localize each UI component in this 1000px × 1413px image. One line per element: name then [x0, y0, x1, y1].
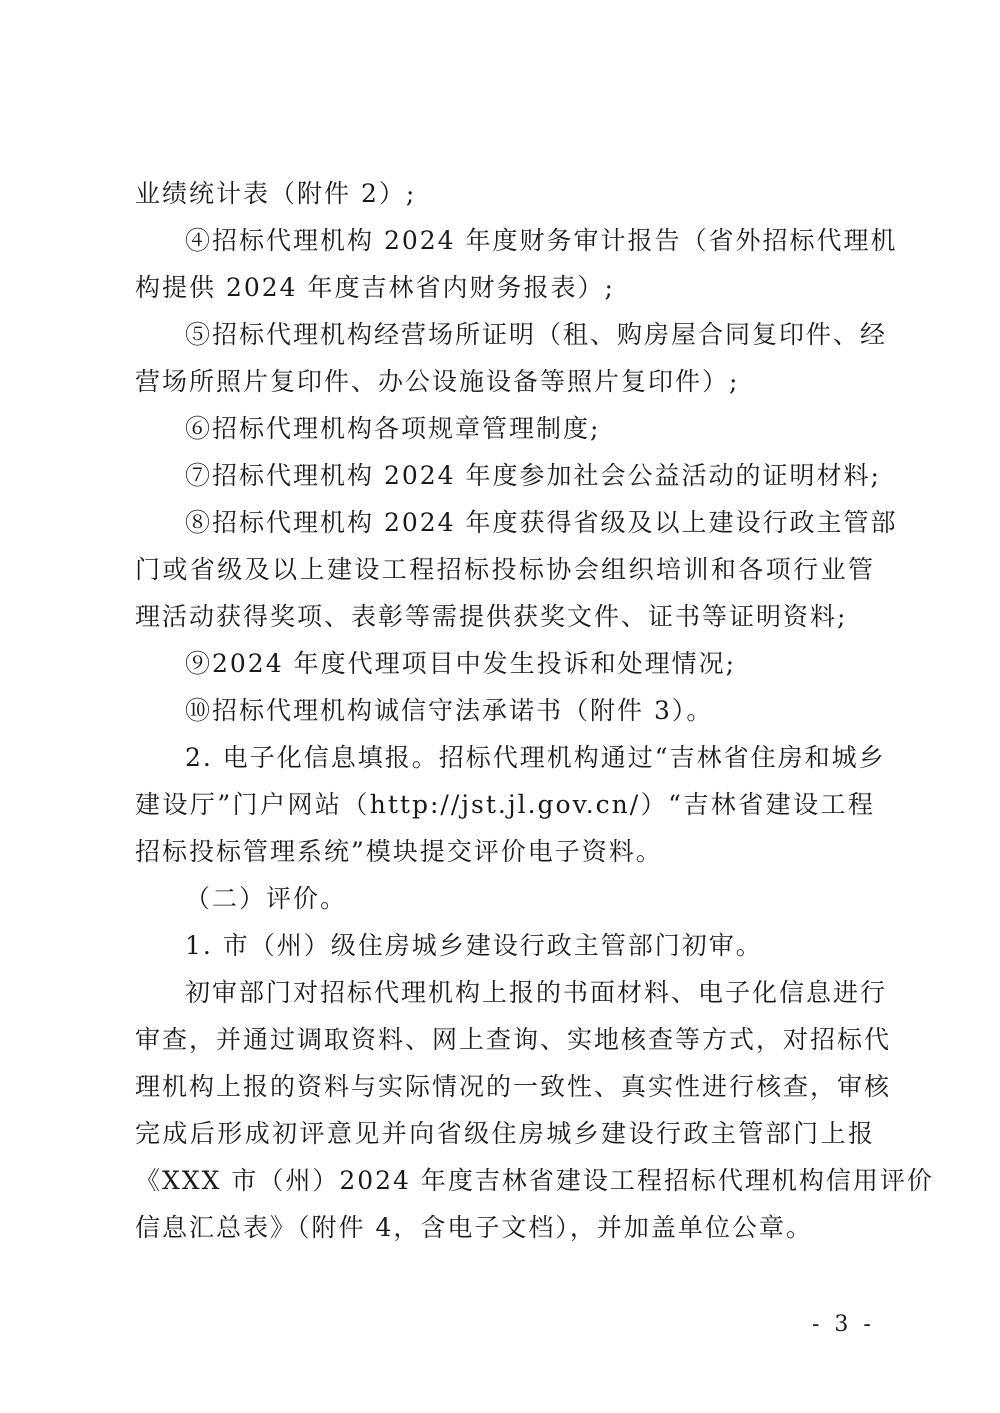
text-line: 2. 电子化信息填报。招标代理机构通过“吉林省住房和城乡	[185, 743, 886, 772]
text-line: ⑥招标代理机构各项规章管理制度;	[185, 414, 601, 443]
text-line: 建设厅”门户网站（http://jst.jl.gov.cn/）“吉林省建设工程	[135, 790, 875, 819]
page-number: - 3 -	[812, 1312, 875, 1337]
text-line: ⑧招标代理机构 2024 年度获得省级及以上建设行政主管部	[185, 508, 898, 537]
text-line: 理活动获得奖项、表彰等需提供获奖文件、证书等证明资料;	[135, 602, 848, 631]
text-line: ⑩招标代理机构诚信守法承诺书（附件 3）。	[185, 696, 714, 725]
text-line: ⑤招标代理机构经营场所证明（租、购房屋合同复印件、经	[185, 320, 888, 349]
text-line: ⑦招标代理机构 2024 年度参加社会公益活动的证明材料;	[185, 461, 881, 490]
text-line: 完成后形成初评意见并向省级住房城乡建设行政主管部门上报	[135, 1119, 875, 1148]
text-line: 信息汇总表》（附件 4，含电子文档），并加盖单位公章。	[135, 1213, 813, 1242]
text-line: 营场所照片复印件、办公设施设备等照片复印件）;	[135, 367, 740, 396]
text-line: 审查，并通过调取资料、网上查询、实地核查等方式，对招标代	[135, 1025, 892, 1054]
text-line: 构提供 2024 年度吉林省内财务报表）;	[135, 273, 615, 302]
text-line: 招标投标管理系统”模块提交评价电子资料。	[135, 837, 663, 866]
text-line: 1. 市（州）级住房城乡建设行政主管部门初审。	[185, 931, 763, 960]
text-line: 《XXX 市（州）2024 年度吉林省建设工程招标代理机构信用评价	[135, 1166, 934, 1195]
text-line: ④招标代理机构 2024 年度财务审计报告（省外招标代理机	[185, 226, 898, 255]
text-line: 门或省级及以上建设工程招标投标协会组织培训和各项行业管	[135, 555, 875, 584]
text-line: 初审部门对招标代理机构上报的书面材料、电子化信息进行	[185, 978, 888, 1007]
document-body	[135, 170, 934, 1251]
text-line: （二）评价。	[185, 884, 348, 913]
text-line: 理机构上报的资料与实际情况的一致性、真实性进行核查，审核	[135, 1072, 892, 1101]
text-line: ⑨2024 年度代理项目中发生投诉和处理情况;	[185, 649, 736, 678]
text-line: 业绩统计表（附件 2）;	[135, 179, 417, 208]
